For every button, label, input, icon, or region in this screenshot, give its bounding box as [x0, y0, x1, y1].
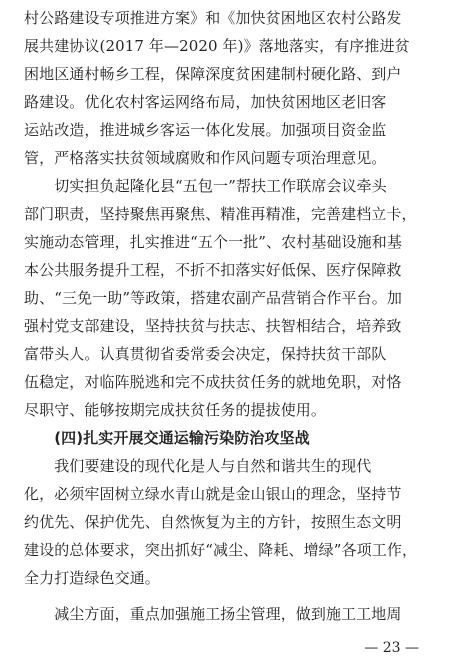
body-line-13: 富带头人。认真贯彻省委常委会决定，保持扶贫干部队 — [24, 345, 387, 363]
body-line-20: 建设的总体要求，突出抓好“减尘、降耗、增绿”各项工作， — [24, 541, 418, 559]
body-line-15: 尽职守、能够按期完成扶贫任务的提拔使用。 — [24, 401, 327, 419]
body-line-12: 强村党支部建设，坚持扶贫与扶志、扶智相结合，培养致 — [24, 317, 402, 335]
body-line-3: 困地区通村畅乡工程，保障深度贫困建制村硬化路、到户 — [24, 65, 402, 83]
body-line-4: 路建设。优化农村客运网络布局，加快贫困地区老旧客 — [24, 93, 387, 111]
body-line-19: 约优先、保护优先、自然恢复为主的方针，按照生态文明 — [24, 513, 402, 531]
body-line-9: 实施动态管理，扎实推进“五个一批”、农村基础设施和基 — [24, 233, 402, 251]
body-line-21: 全力打造绿色交通。 — [24, 569, 160, 587]
section-heading: (四)扎实开展交通运输污染防治攻坚战 — [24, 429, 310, 447]
body-line-10: 本公共服务提升工程，不折不扣落实好低保、医疗保障救 — [24, 261, 402, 279]
body-line-8: 部门职责，坚持聚焦再聚焦、精准再精准，完善建档立卡， — [24, 205, 417, 223]
body-line-18: 化，必须牢固树立绿水青山就是金山银山的理念，坚持节 — [24, 485, 402, 503]
body-line-22: 减尘方面，重点加强施工扬尘管理，做到施工工地周 — [24, 605, 402, 623]
body-line-17: 我们要建设的现代化是人与自然和谐共生的现代 — [24, 457, 372, 475]
body-line-11: 助、“三免一助”等政策，搭建农副产品营销合作平台。加 — [24, 289, 402, 307]
body-line-1: 村公路建设专项推进方案》和《加快贫困地区农村公路发 — [24, 9, 402, 27]
body-line-7: 切实担负起隆化县“五包一”帮扶工作联席会议牵头 — [24, 177, 387, 195]
body-line-14: 伍稳定，对临阵脱逃和完不成扶贫任务的就地免职，对恪 — [24, 373, 402, 391]
body-line-6: 管，严格落实扶贫领域腐败和作风问题专项治理意见。 — [24, 149, 387, 167]
body-line-2: 展共建协议(2017 年—2020 年)》落地落实，有序推进贫 — [24, 37, 410, 55]
body-line-5: 运站改造，推进城乡客运一体化发展。加强项目资金监 — [24, 121, 387, 139]
page-number: — 23 — — [364, 640, 419, 656]
